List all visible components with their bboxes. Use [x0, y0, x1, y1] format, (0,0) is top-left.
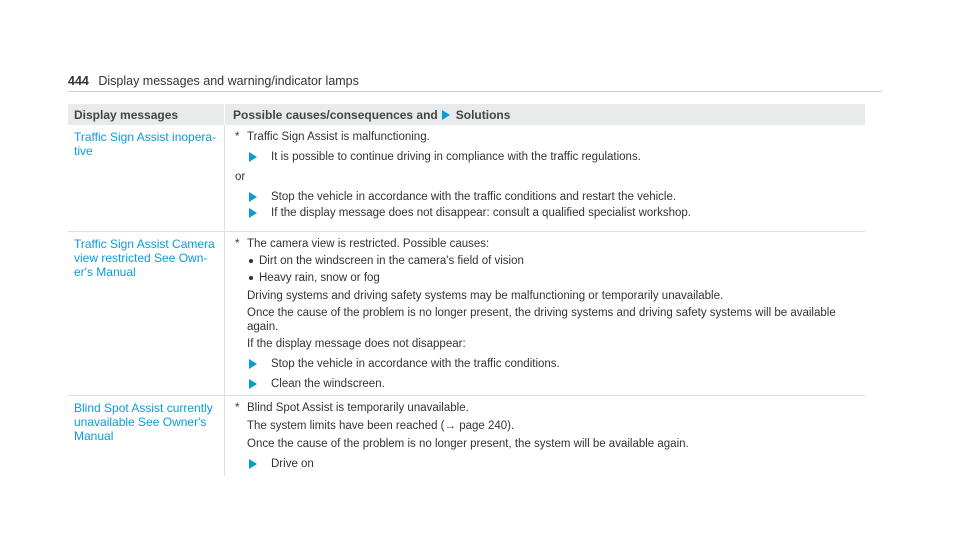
- solution-step: [235, 457, 865, 471]
- info-paragraph: Once the cause of the problem is no longer present, the system will be available again.: [247, 438, 689, 450]
- causes-solutions: [224, 396, 865, 476]
- cause-text: The camera view is restricted. Possible causes:: [247, 238, 490, 250]
- display-message: Traffic Sign Assist Camera view restricted See Own- er's Manual: [74, 237, 215, 279]
- bullet-item: Dirt on the windscreen in the camera's field of vision: [235, 254, 865, 268]
- table-row: [68, 396, 865, 476]
- cause-item: * Blind Spot Assist is temporarily unavailable.: [235, 402, 469, 414]
- step-text: Drive on: [271, 458, 314, 470]
- step-text: If the display message does not disappear: consult a qualified specialist workshop.: [271, 207, 691, 219]
- or-text: or: [235, 171, 246, 183]
- col-header-display-messages: Display messages: [74, 108, 179, 122]
- page-number: 444: [68, 74, 89, 88]
- messages-table: [68, 104, 865, 476]
- display-message: Blind Spot Assist currently unavailable See Owner's Manual: [74, 401, 213, 443]
- arrow-right-icon: [249, 379, 257, 389]
- arrow-right-icon: [442, 110, 450, 120]
- col-header-causes: Possible causes/consequences and: [233, 108, 438, 122]
- section-title: Display messages and warning/indicator lamps: [98, 74, 359, 88]
- step-text: It is possible to continue driving in compliance with the traffic regulations.: [271, 151, 641, 163]
- page-header: [68, 74, 359, 88]
- arrow-right-icon: [249, 208, 257, 218]
- solution-step: [235, 190, 865, 204]
- table-row: [68, 232, 865, 396]
- cause-text: Blind Spot Assist is temporarily unavailable.: [247, 402, 469, 414]
- table-header: [68, 104, 865, 125]
- col-header-causes-solutions: [224, 104, 865, 125]
- causes-solutions: [224, 232, 865, 395]
- info-paragraph: Driving systems and driving safety systems may be malfunctioning or temporarily unavailable.: [247, 290, 724, 302]
- cause-text: Traffic Sign Assist is malfunctioning.: [247, 131, 430, 143]
- arrow-right-icon: [249, 359, 257, 369]
- header-divider: [68, 91, 882, 92]
- solution-step: [235, 206, 865, 220]
- step-text: Stop the vehicle in accordance with the traffic conditions and restart the vehicle.: [271, 191, 677, 203]
- info-paragraph: If the display message does not disappear:: [247, 338, 466, 350]
- col-header-solutions: Solutions: [455, 108, 511, 122]
- solution-step: [235, 150, 865, 164]
- bullet-item: Heavy rain, snow or fog: [235, 271, 865, 285]
- cause-item: * The camera view is restricted. Possible causes:: [235, 238, 490, 250]
- arrow-right-icon: [249, 152, 257, 162]
- arrow-right-icon: [249, 192, 257, 202]
- cause-item: * Traffic Sign Assist is malfunctioning.: [235, 131, 430, 143]
- info-paragraph: The system limits have been reached (→ page 240).: [247, 420, 515, 432]
- solution-step: [235, 377, 865, 391]
- info-paragraph: Once the cause of the problem is no longer present, the driving systems and driving safety systems will be available again.: [247, 307, 836, 333]
- solution-step: [235, 357, 865, 371]
- step-text: Stop the vehicle in accordance with the traffic conditions.: [271, 358, 560, 370]
- arrow-right-icon: [249, 459, 257, 469]
- step-text: Clean the windscreen.: [271, 378, 385, 390]
- display-message: Traffic Sign Assist inopera- tive: [74, 130, 217, 158]
- table-row: [68, 125, 865, 232]
- causes-solutions: [224, 125, 865, 231]
